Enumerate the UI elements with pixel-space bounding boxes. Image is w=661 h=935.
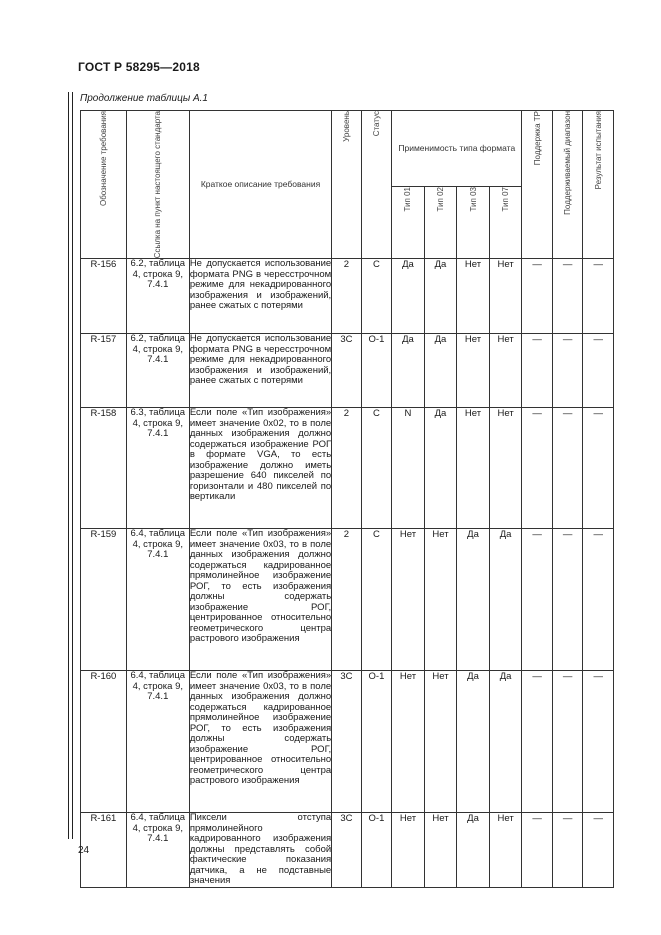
cell-desc: Если поле «Тип изображения» имеет значение 0x02, то в поле данных изображения должно содержаться изображение РОГ в формате VGA, то есть изображение должно иметь разрешение 640 пикселей по горизонтали и 480 пикселей по вертикали bbox=[189, 408, 331, 529]
cell-type-01: Да bbox=[392, 259, 425, 334]
cell-desc: Если поле «Тип изображения» имеет значение 0x03, то в поле данных изображения должно содержаться кадрированное прямолинейное изображение РОГ, то есть изображения должны содержать изображение РОГ, центрированное относительно геометрического центра растрового изображения bbox=[189, 529, 331, 671]
cell-type-02: Да bbox=[424, 259, 457, 334]
cell-range: — bbox=[552, 529, 583, 671]
cell-type-01: Нет bbox=[392, 671, 425, 813]
cell-support: — bbox=[522, 813, 553, 888]
cell-support: — bbox=[522, 529, 553, 671]
table-row bbox=[81, 408, 614, 529]
cell-type-03: Да bbox=[457, 671, 490, 813]
cell-type-03: Нет bbox=[457, 259, 490, 334]
table-row bbox=[81, 334, 614, 408]
cell-ref: 6.4, таблица 4, строка 9, 7.4.1 bbox=[126, 671, 189, 813]
cell-result: — bbox=[583, 529, 614, 671]
cell-type-03: Да bbox=[457, 813, 490, 888]
header-desc: Краткое описание требования bbox=[189, 111, 331, 259]
cell-support: — bbox=[522, 671, 553, 813]
cell-level: 2 bbox=[332, 259, 361, 334]
cell-type-02: Нет bbox=[424, 671, 457, 813]
cell-status: О-1 bbox=[361, 671, 392, 813]
header-type-01: Тип 01 bbox=[392, 186, 425, 259]
cell-type-07: Нет bbox=[489, 408, 522, 529]
cell-ref: 6.2, таблица 4, строка 9, 7.4.1 bbox=[126, 334, 189, 408]
header-result: Результат испытания bbox=[583, 111, 614, 259]
cell-type-01: Нет bbox=[392, 529, 425, 671]
header-status: Статус bbox=[361, 111, 392, 259]
document-title: ГОСТ Р 58295—2018 bbox=[78, 60, 200, 74]
cell-level: 3С bbox=[332, 813, 361, 888]
cell-ref: 6.4, таблица 4, строка 9, 7.4.1 bbox=[126, 529, 189, 671]
cell-result: — bbox=[583, 259, 614, 334]
cell-type-01: Нет bbox=[392, 813, 425, 888]
cell-type-03: Да bbox=[457, 529, 490, 671]
header-id: Обозначение требования bbox=[81, 111, 127, 259]
header-level: Уровень bbox=[332, 111, 361, 259]
header-applicability: Применимость типа формата bbox=[392, 111, 522, 187]
table-row bbox=[81, 259, 614, 334]
cell-id: R-157 bbox=[81, 334, 127, 408]
cell-id: R-160 bbox=[81, 671, 127, 813]
cell-id: R-158 bbox=[81, 408, 127, 529]
cell-id: R-161 bbox=[81, 813, 127, 888]
table-row bbox=[81, 529, 614, 671]
cell-level: 3С bbox=[332, 671, 361, 813]
cell-type-07: Нет bbox=[489, 813, 522, 888]
cell-status: О-1 bbox=[361, 813, 392, 888]
cell-range: — bbox=[552, 671, 583, 813]
cell-result: — bbox=[583, 408, 614, 529]
cell-range: — bbox=[552, 334, 583, 408]
cell-result: — bbox=[583, 813, 614, 888]
cell-desc: Если поле «Тип изображения» имеет значение 0x03, то в поле данных изображения должно содержаться кадрированное прямолинейное изображение РОГ, то есть изображения должны содержать изображение РОГ, центрированное относительно геометрического центра растрового изображения bbox=[189, 671, 331, 813]
cell-status: С bbox=[361, 529, 392, 671]
cell-status: О-1 bbox=[361, 334, 392, 408]
cell-support: — bbox=[522, 408, 553, 529]
cell-id: R-156 bbox=[81, 259, 127, 334]
margin-bar bbox=[68, 92, 73, 839]
cell-ref: 6.4, таблица 4, строка 9, 7.4.1 bbox=[126, 813, 189, 888]
header-type-02: Тип 02 bbox=[424, 186, 457, 259]
cell-status: С bbox=[361, 259, 392, 334]
cell-range: — bbox=[552, 259, 583, 334]
cell-result: — bbox=[583, 334, 614, 408]
cell-desc: Пиксели отступа прямолинейного кадрированного изображения должны представлять собой фактические показания датчика, а не подставные значения bbox=[189, 812, 332, 887]
cell-range: — bbox=[552, 408, 583, 529]
cell-level: 3С bbox=[332, 334, 361, 408]
requirements-table bbox=[80, 110, 614, 888]
cell-type-01: N bbox=[392, 408, 425, 529]
header-support: Поддержка ТР bbox=[522, 111, 553, 259]
cell-id: R-159 bbox=[81, 529, 127, 671]
cell-range: — bbox=[552, 813, 583, 888]
cell-desc: Не допускается использование формата PNG в чересстрочном режиме для некадрированного изображения и изображений, ранее сжатых с потерями bbox=[189, 259, 331, 334]
cell-desc: Не допускается использование формата PNG в чересстрочном режиме для некадрированного изображения и изображений, ранее сжатых с потерями bbox=[189, 334, 331, 408]
cell-type-07: Нет bbox=[489, 334, 522, 408]
cell-result: — bbox=[583, 671, 614, 813]
cell-ref: 6.2, таблица 4, строка 9, 7.4.1 bbox=[126, 259, 189, 334]
page-number: 24 bbox=[78, 845, 90, 856]
header-range: Поддерживаемый диапазон bbox=[552, 111, 583, 259]
cell-type-07: Да bbox=[489, 529, 522, 671]
cell-type-02: Да bbox=[424, 408, 457, 529]
cell-ref: 6.3, таблица 4, строка 9, 7.4.1 bbox=[126, 408, 189, 529]
cell-type-02: Да bbox=[424, 334, 457, 408]
cell-support: — bbox=[522, 259, 553, 334]
header-type-07: Тип 07 bbox=[489, 186, 522, 259]
cell-type-03: Нет bbox=[457, 408, 490, 529]
cell-type-02: Нет bbox=[424, 813, 457, 888]
cell-type-07: Да bbox=[489, 671, 522, 813]
cell-type-01: Да bbox=[392, 334, 425, 408]
header-ref: Ссылка на пункт настоящего стандарта bbox=[126, 111, 189, 259]
table-row bbox=[81, 813, 614, 888]
table-caption: Продолжение таблицы А.1 bbox=[80, 93, 208, 104]
header-type-03: Тип 03 bbox=[457, 186, 490, 259]
cell-level: 2 bbox=[332, 529, 361, 671]
cell-level: 2 bbox=[332, 408, 361, 529]
cell-status: С bbox=[361, 408, 392, 529]
cell-type-03: Нет bbox=[457, 334, 490, 408]
cell-type-02: Нет bbox=[424, 529, 457, 671]
table-row bbox=[81, 671, 614, 813]
cell-support: — bbox=[522, 334, 553, 408]
cell-type-07: Нет bbox=[489, 259, 522, 334]
